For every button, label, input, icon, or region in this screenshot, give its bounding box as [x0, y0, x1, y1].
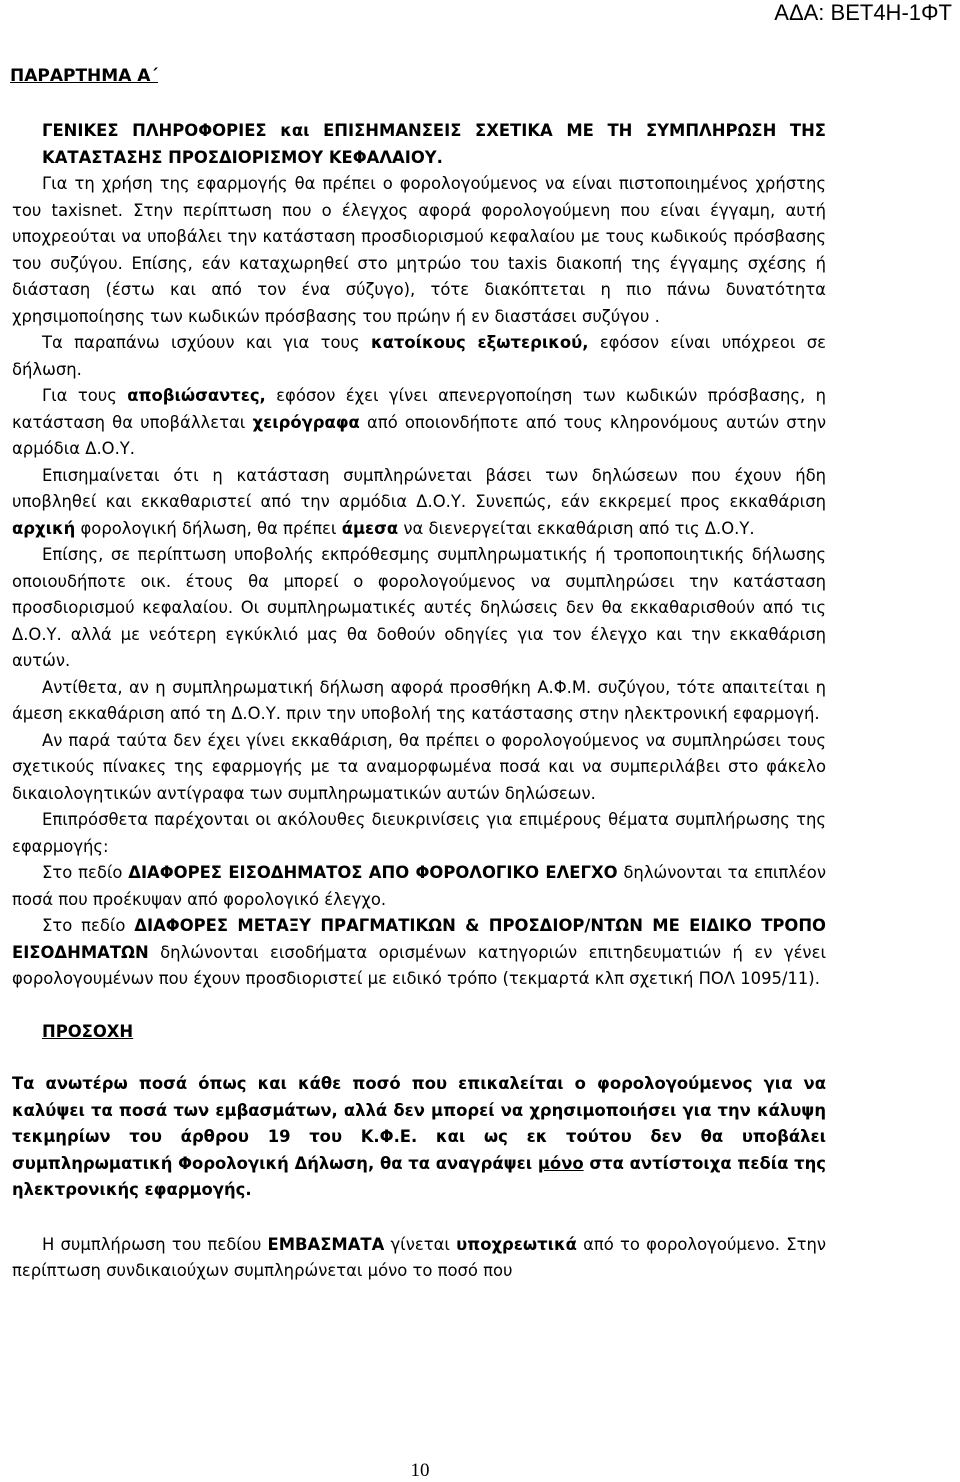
text: Στο πεδίο [42, 916, 135, 935]
paragraph-field-audit [12, 860, 826, 913]
emphasis: χειρόγραφα [252, 412, 360, 432]
field-name: ΔΙΑΦΟΡΕΣ ΜΕΤΑΞΥ ΠΡΑΓΜΑΤΙΚΩΝ & ΠΡΟΣΔΙΟΡ/ΝΤΩΝ ΜΕ ΕΙΔΙΚΟ ΤΡΟΠΟ ΕΙΣΟΔΗΜΑΤΩΝ [12, 916, 826, 962]
emphasis: άμεσα [341, 518, 399, 538]
emphasis: αποβιώσαντες, [127, 386, 266, 405]
text: εφόσον είναι υπόχρεοι σε δήλωση. [12, 333, 826, 379]
section-heading: ΓΕΝΙΚΕΣ ΠΛΗΡΟΦΟΡΙΕΣ και ΕΠΙΣΗΜΑΝΣΕΙΣ ΣΧΕΤΙΚΑ ΜΕ ΤΗ ΣΥΜΠΛΗΡΩΣΗ ΤΗΣ ΚΑΤΑΣΤΑΣΗΣ ΠΡΟΣΔΙΟΡΙΣΜΟΥ ΚΕΦΑΛΑΙΟΥ. [42, 121, 826, 167]
annex-title: ΠΑΡΑΡΤΗΜΑ Α΄ [10, 66, 158, 86]
text: Η συμπλήρωση του πεδίου [42, 1234, 268, 1254]
attention-heading: ΠΡΟΣΟΧΗ [42, 1021, 134, 1041]
text: από οποιονδήποτε από τους κληρονόμους αυτών στην αρμόδια Δ.Ο.Υ. [12, 412, 827, 458]
field-name: ΔΙΑΦΟΡΕΣ ΕΙΣΟΔΗΜΑΤΟΣ ΑΠΟ ΦΟΡΟΛΟΓΙΚΟ ΕΛΕΓΧΟ [128, 863, 618, 882]
text: δηλώνονται εισοδήματα ορισμένων κατηγοριών επιτηδευματιών ή εν γένει φορολογουμένων που έχουν προσδιοριστεί με ειδικό τρόπο (τεκμαρτά κλπ σχετική ΠΟΛ 1095/11). [12, 942, 826, 988]
paragraph-field-differences [12, 913, 826, 993]
emphasis: υποχρεωτικά [456, 1234, 577, 1254]
paragraph-late-returns: Επίσης, σε περίπτωση υποβολής εκπρόθεσμης συμπληρωματικής ή τροποποιητικής δήλωσης οποιουδήποτε οικ. έτους θα μπορεί ο φορολογούμενος να συμπληρώσει την κατάσταση προσδιορισμού κεφαλαίου. Οι συμπληρωματικές αυτές δηλώσεις δεν θα εκκαθαρισθούν από τις Δ.Ο.Υ. αλλά με νεότερη εγκύκλιό μας θα δοθούν οδηγίες για τον έλεγχο και την εκκαθάριση αυτών. [12, 545, 826, 670]
paragraph-spouse-afm: Αντίθετα, αν η συμπληρωματική δήλωση αφορά προσθήκη Α.Φ.Μ. συζύγου, τότε απαιτείται η άμεση εκκαθάριση από τη Δ.Ο.Υ. πριν την υποβολή της κατάστασης στην ηλεκτρονική εφαρμογή. [12, 677, 826, 723]
emphasis-underlined: μόνο [537, 1153, 584, 1173]
text: Τα παραπάνω ισχύουν και για τους [42, 333, 371, 352]
ada-header: ΑΔΑ: ΒΕΤ4Η-1ΦΤ [774, 0, 952, 25]
paragraph-clearance [12, 463, 826, 543]
paragraph-attention [12, 1071, 826, 1204]
emphasis: κατοίκους εξωτερικού, [370, 333, 589, 352]
text: Για τους [42, 386, 128, 405]
text: Τα ανωτέρω ποσά όπως και κάθε ποσό που επικαλείται ο φορολογούμενος για να καλύψει τα ποσά των εμβασμάτων, αλλά δεν μπορεί να χρησιμοποιήσει για την κάλυψη τεκμηρίων του άρθρου 19 του Κ.Φ.Ε. και ως εκ τούτου δεν θα υποβάλει συμπληρωματική Φορολογική Δήλωση, θα τα αναγράψει [12, 1074, 826, 1173]
paragraph-remittances [12, 1232, 826, 1285]
paragraph-no-clearance: Αν παρά ταύτα δεν έχει γίνει εκκαθάριση, θα πρέπει ο φορολογούμενος να συμπληρώσει τους σχετικούς πίνακες της εφαρμογής με τα αναμορφωμένα ποσά και να συμπεριλάβει στο φάκελο δικαιολογητικών αντίγραφα των συμπληρωματικών αυτών δηλώσεων. [12, 730, 826, 803]
document-body [12, 118, 826, 1285]
page-number: 10 [410, 1460, 430, 1481]
text: στα αντίστοιχα πεδία της ηλεκτρονικής εφαρμογής. [12, 1153, 826, 1199]
paragraph-taxisnet: Για τη χρήση της εφαρμογής θα πρέπει ο φορολογούμενος να είναι πιστοποιημένος χρήστης του taxisnet. Στην περίπτωση που ο έλεγχος αφορά φορολογούμενη που είναι έγγαμη, αυτή υποχρεούται να υποβάλει την κατάσταση προσδιορισμού κεφαλαίου με τους κωδικούς πρόσβασης του συζύγου. Επίσης, εάν καταχωρηθεί στο μητρώο του taxis διακοπή της έγγαμης σχέσης ή διάσταση (έστω και από τον ένα σύζυγο), τότε διακόπτεται η πιο πάνω δυνατότητα χρησιμοποίησης των κωδικών πρόσβασης του πρώην ή εν διαστάσει συζύγου . [12, 174, 826, 326]
paragraph-clarifications: Επιπρόσθετα παρέχονται οι ακόλουθες διευκρινίσεις για επιμέρους θέματα συμπλήρωσης της εφαρμογής: [12, 810, 826, 856]
text: εφόσον έχει γίνει απενεργοποίηση των κωδικών πρόσβασης, η κατάσταση θα υποβάλλεται [12, 386, 826, 432]
text: φορολογική δήλωση, θα πρέπει [75, 518, 342, 538]
text: γίνεται [384, 1234, 457, 1254]
paragraph-residents-abroad [12, 330, 826, 383]
text: να διενεργείται εκκαθάριση από τις Δ.Ο.Υ. [398, 518, 755, 538]
text: Στο πεδίο [42, 863, 129, 882]
text: Επισημαίνεται ότι η κατάσταση συμπληρώνεται βάσει των δηλώσεων που έχουν ήδη υποβληθεί και εκκαθαριστεί από την αρμόδια Δ.Ο.Υ. Συνεπώς, εάν εκκρεμεί προς εκκαθάριση [12, 465, 826, 511]
paragraph-deceased [12, 383, 826, 463]
field-name: ΕΜΒΑΣΜΑΤΑ [267, 1234, 385, 1254]
emphasis: αρχική [12, 518, 76, 538]
text: από το φορολογούμενο. Στην περίπτωση συνδικαιούχων συμπληρώνεται μόνο το ποσό που [12, 1234, 826, 1280]
text: δηλώνονται τα επιπλέον ποσά που προέκυψαν από φορολογικό έλεγχο. [12, 863, 826, 909]
